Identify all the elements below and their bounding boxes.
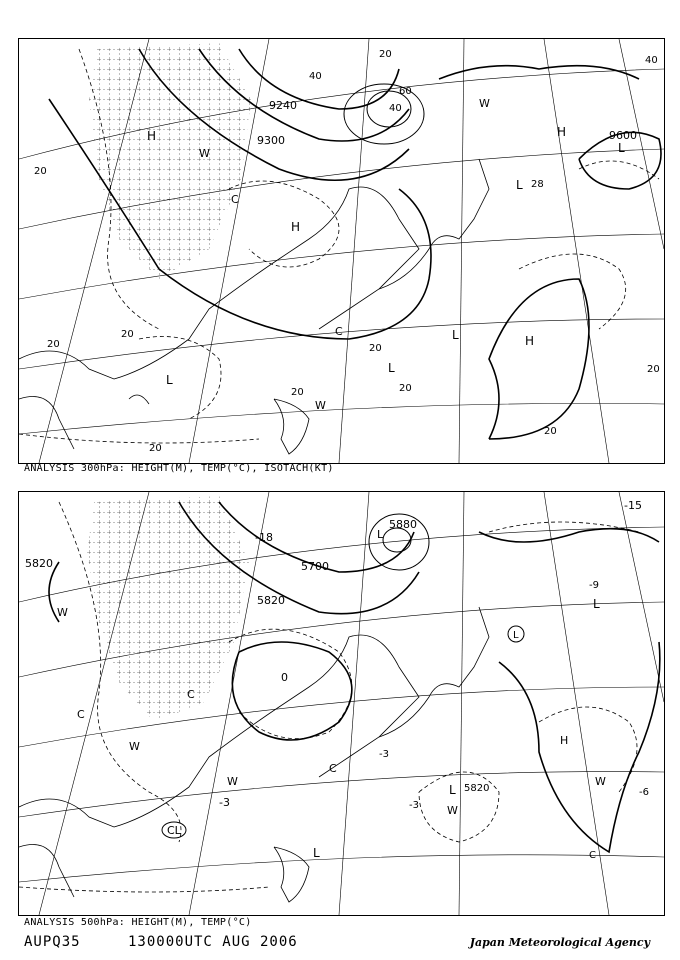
height-label: 5880 bbox=[389, 518, 417, 531]
low-mark: L bbox=[313, 846, 320, 860]
low-mark: L bbox=[516, 178, 523, 192]
height-label: 5820 bbox=[257, 594, 285, 607]
height-label: 5820 bbox=[464, 783, 490, 794]
warm-mark: W bbox=[315, 399, 326, 412]
cold-mark: C bbox=[231, 193, 239, 206]
cold-mark: C bbox=[77, 708, 85, 721]
cold-mark: C bbox=[329, 762, 337, 775]
warm-mark: W bbox=[129, 740, 140, 753]
analysis-time: 130000UTC AUG 2006 bbox=[128, 934, 298, 950]
high-mark: H bbox=[557, 125, 567, 139]
cold-mark: C bbox=[589, 850, 596, 861]
isotach-label: 40 bbox=[645, 55, 658, 66]
low-mark: L bbox=[618, 141, 625, 155]
isotach-label: 20 bbox=[291, 387, 304, 398]
low-mark: L bbox=[513, 630, 519, 641]
map-500hpa-svg bbox=[19, 492, 664, 915]
height-label: 5700 bbox=[301, 560, 329, 573]
height-label: 9240 bbox=[269, 99, 297, 112]
caption-300hpa: ANALYSIS 300hPa: HEIGHT(M), TEMP(°C), ISOTACH(KT) bbox=[24, 463, 334, 474]
isotach-label: 60 bbox=[399, 86, 412, 97]
temp-label: -9 bbox=[589, 580, 599, 591]
low-mark: L bbox=[166, 373, 173, 387]
height-label: 9300 bbox=[257, 134, 285, 147]
chart-code: AUPQ35 bbox=[24, 934, 81, 950]
isotach-label: 20 bbox=[34, 166, 47, 177]
isotach-label: 20 bbox=[121, 329, 134, 340]
isotach-label: 40 bbox=[389, 103, 402, 114]
map-300hpa-svg bbox=[19, 39, 664, 463]
isotach-label: 20 bbox=[369, 343, 382, 354]
isotach-rings bbox=[344, 84, 424, 144]
analysis-300hpa-map bbox=[18, 38, 665, 464]
cold-mark: C bbox=[335, 325, 343, 338]
high-mark: H bbox=[525, 334, 535, 348]
caption-500hpa: ANALYSIS 500hPa: HEIGHT(M), TEMP(°C) bbox=[24, 917, 252, 928]
warm-mark: W bbox=[227, 775, 238, 788]
warm-mark: W bbox=[57, 606, 68, 619]
terrain-hatch bbox=[89, 43, 251, 279]
isotach-label: 20 bbox=[149, 443, 162, 454]
warm-mark: W bbox=[199, 147, 210, 160]
temp-label: -3 bbox=[379, 749, 389, 760]
cold-low-mark: CL bbox=[167, 824, 181, 837]
isotach-label: 20 bbox=[399, 383, 412, 394]
agency-name: Japan Meteorological Agency bbox=[469, 936, 650, 949]
temp-label: -18 bbox=[255, 531, 273, 544]
high-mark: H bbox=[291, 220, 301, 234]
isotach-label: 20 bbox=[647, 364, 660, 375]
analysis-500hpa-map bbox=[18, 491, 665, 916]
low-mark: L bbox=[388, 361, 395, 375]
isotach-label: 40 bbox=[309, 71, 322, 82]
point-value: 28 bbox=[531, 179, 544, 190]
low-mark: L bbox=[452, 328, 459, 342]
temp-label: -3 bbox=[219, 796, 230, 809]
warm-mark: W bbox=[595, 775, 606, 788]
warm-mark: W bbox=[479, 97, 490, 110]
low-mark: L bbox=[593, 597, 600, 611]
isotach-label: 20 bbox=[544, 426, 557, 437]
temp-label: -3 bbox=[409, 800, 419, 811]
isotach-label: 20 bbox=[379, 49, 392, 60]
low-mark: L bbox=[377, 528, 384, 541]
low-mark: L bbox=[449, 783, 456, 797]
temp-label: 0 bbox=[281, 671, 288, 684]
temp-label: -6 bbox=[639, 787, 649, 798]
temp-label: -15 bbox=[624, 499, 642, 512]
height-label: 5820 bbox=[25, 557, 53, 570]
terrain-hatch bbox=[87, 496, 249, 722]
high-mark: H bbox=[560, 734, 569, 747]
isotach-label: 20 bbox=[47, 339, 60, 350]
height-label: 9600 bbox=[609, 129, 637, 142]
warm-mark: W bbox=[447, 804, 458, 817]
cold-mark: C bbox=[187, 688, 195, 701]
high-mark: H bbox=[147, 129, 157, 143]
coastlines bbox=[19, 607, 489, 902]
coastlines bbox=[19, 159, 489, 454]
